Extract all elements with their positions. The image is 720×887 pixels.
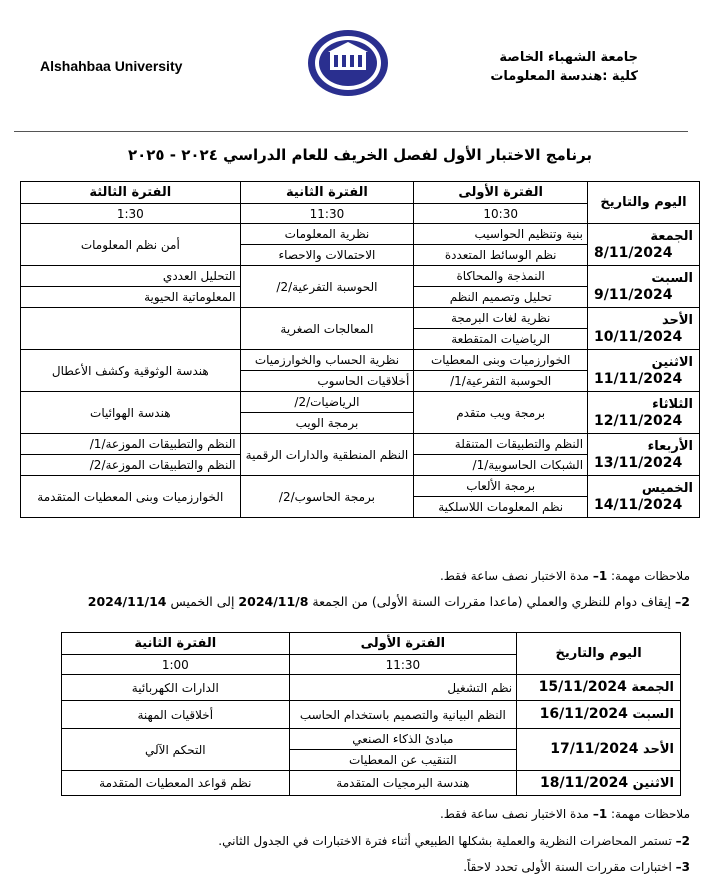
note-text: مدة الاختبار نصف ساعة فقط. — [439, 807, 589, 821]
note-number: 1– — [592, 569, 608, 583]
note-date-from: 2024/11/8 — [238, 594, 309, 609]
exam-schedule-table-1 — [20, 181, 700, 518]
exam-subject: نظم قواعد المعطيات المتقدمة — [62, 771, 290, 796]
exam-subject: النظم المنطقية والدارات الرقمية — [240, 434, 414, 476]
exam-subject: الخوارزميات وبنى المعطيات المتقدمة — [21, 476, 241, 518]
note-number: 2– — [675, 594, 690, 609]
day-date: 14/11/2024 — [594, 496, 683, 513]
note-number: 1– — [592, 807, 608, 821]
exam-subject: نظم المعلومات اللاسلكية — [414, 497, 588, 518]
notes-label: ملاحظات مهمة: — [611, 807, 690, 821]
day-cell — [588, 434, 700, 476]
university-logo — [306, 28, 390, 98]
exam-subject: النظم والتطبيقات الموزعة/2/ — [21, 455, 241, 476]
day-cell — [517, 771, 681, 796]
exam-subject: الخوارزميات وبنى المعطيات — [414, 350, 588, 371]
day-cell — [588, 224, 700, 266]
notes-2-line-2 — [218, 834, 690, 848]
header-period-2: الفترة الثانية — [62, 633, 290, 655]
note-text: تستمر المحاضرات النظرية والعملية بشكلها الطبيعي أثناء فترة الاختبارات في الجدول الثاني. — [218, 834, 672, 848]
exam-subject: الحوسبة التفرعية/2/ — [240, 266, 414, 308]
exam-subject: هندسة البرمجيات المتقدمة — [289, 771, 517, 796]
faculty-name: كلية :هندسة المعلومات — [490, 69, 638, 84]
university-name-ar: جامعة الشهباء الخاصة — [499, 50, 638, 65]
day-name: الأحد — [661, 312, 693, 328]
exam-subject: هندسة الوثوقية وكشف الأعطال — [21, 350, 241, 392]
exam-subject: النظم البيانية والتصميم باستخدام الحاسب — [289, 701, 517, 729]
day-date: 8/11/2024 — [594, 244, 673, 261]
notes-2-line-1 — [440, 807, 690, 821]
header-period-1: الفترة الأولى — [289, 633, 517, 655]
exam-subject: أخلاقيات المهنة — [62, 701, 290, 729]
day-date: 16/11/2024 — [539, 706, 628, 722]
day-name: السبت — [651, 270, 693, 286]
day-name: الأحد — [642, 742, 674, 757]
day-name: الأربعاء — [647, 438, 693, 454]
header-period-1: الفترة الأولى — [414, 182, 588, 204]
exam-subject: النظم والتطبيقات المتنقلة — [414, 434, 588, 455]
time-period-1: 10:30 — [414, 204, 588, 224]
exam-schedule-table-2 — [61, 632, 681, 796]
exam-subject: نظرية المعلومات — [240, 224, 414, 245]
exam-subject: برمجة الحاسوب/2/ — [240, 476, 414, 518]
exam-subject: أخلاقيات الحاسوب — [240, 371, 414, 392]
notes-1-line-1 — [440, 569, 690, 583]
exam-subject: النمذجة والمحاكاة — [414, 266, 588, 287]
note-text: اختبارات مقررات السنة الأولى تحدد لاحقاً. — [463, 860, 672, 874]
exam-subject: النظم والتطبيقات الموزعة/1/ — [21, 434, 241, 455]
exam-subject: التحكم الآلي — [62, 729, 290, 771]
exam-subject: برمجة الألعاب — [414, 476, 588, 497]
exam-subject: الشبكات الحاسوبية/1/ — [414, 455, 588, 476]
day-name: الجمعة — [650, 228, 693, 244]
day-cell — [588, 350, 700, 392]
day-name: الاثنين — [632, 775, 674, 791]
day-date: 11/11/2024 — [594, 370, 683, 387]
exam-subject: الاحتمالات والاحصاء — [240, 245, 414, 266]
time-period-3: 1:30 — [21, 204, 241, 224]
time-period-2: 1:00 — [62, 655, 290, 675]
header-period-2: الفترة الثانية — [240, 182, 414, 204]
exam-subject: نظم التشغيل — [289, 675, 517, 701]
time-period-1: 11:30 — [289, 655, 517, 675]
exam-subject: مبادئ الذكاء الصنعي — [289, 729, 517, 750]
day-date: 9/11/2024 — [594, 286, 673, 303]
exam-subject: الرياضيات المتقطعة — [414, 329, 588, 350]
time-period-2: 11:30 — [240, 204, 414, 224]
day-cell — [588, 308, 700, 350]
exam-subject: التحليل العددي — [21, 266, 241, 287]
header-rule — [14, 131, 688, 132]
day-date: 17/11/2024 — [550, 741, 639, 757]
exam-subject: برمجة ويب متقدم — [414, 392, 588, 434]
notes-label: ملاحظات مهمة: — [611, 569, 690, 583]
exam-subject: نظم الوسائط المتعددة — [414, 245, 588, 266]
notes-1-line-2 — [88, 594, 690, 609]
exam-subject: نظرية الحساب والخوارزميات — [240, 350, 414, 371]
day-date: 15/11/2024 — [538, 679, 627, 695]
exam-subject: المعلوماتية الحيوية — [21, 287, 241, 308]
exam-subject: أمن نظم المعلومات — [21, 224, 241, 266]
day-name: السبت — [632, 707, 674, 722]
day-date: 18/11/2024 — [539, 774, 629, 791]
header-period-3: الفترة الثالثة — [21, 182, 241, 204]
note-number: 3– — [675, 860, 690, 874]
day-date: 13/11/2024 — [594, 454, 683, 471]
note-text: إيقاف دوام للنظري والعملي (ماعدا مقررات السنة الأولى) من الجمعة — [312, 594, 672, 609]
day-date: 12/11/2024 — [594, 412, 683, 429]
header-day-date: اليوم والتاريخ — [517, 633, 681, 675]
day-date: 10/11/2024 — [594, 328, 683, 345]
day-name: الثلاثاء — [652, 396, 693, 412]
note-text: إلى الخميس — [170, 594, 235, 609]
university-name-en: Alshahbaa University — [40, 58, 183, 74]
day-cell — [517, 701, 681, 729]
day-name: الجمعة — [631, 680, 674, 695]
note-date-to: 2024/11/14 — [87, 594, 167, 609]
exam-subject: تحليل وتصميم النظم — [414, 287, 588, 308]
exam-subject: المعالجات الصغرية — [240, 308, 414, 350]
exam-subject: الدارات الكهربائية — [62, 675, 290, 701]
exam-subject: بنية وتنظيم الحواسيب — [414, 224, 588, 245]
day-name: الاثنين — [651, 354, 693, 370]
day-name: الخميس — [641, 480, 693, 496]
exam-subject: الرياضيات/2/ — [240, 392, 414, 413]
notes-2-line-3 — [463, 860, 690, 874]
note-text: مدة الاختبار نصف ساعة فقط. — [439, 569, 589, 583]
university-name-ar-block — [490, 48, 638, 86]
schedule-title: برنامج الاختبار الأول لفصل الخريف للعام الدراسي ٢٠٢٤ - ٢٠٢٥ — [127, 146, 593, 164]
note-number: 2– — [675, 834, 690, 848]
exam-subject: برمجة الويب — [240, 413, 414, 434]
day-cell — [517, 675, 681, 701]
exam-subject: التنقيب عن المعطيات — [289, 750, 517, 771]
day-cell — [588, 266, 700, 308]
exam-subject: هندسة الهوائيات — [21, 392, 241, 434]
exam-subject: الحوسبة التفرعية/1/ — [414, 371, 588, 392]
day-cell — [517, 729, 681, 771]
header-day-date: اليوم والتاريخ — [588, 182, 700, 224]
exam-subject: نظرية لغات البرمجة — [414, 308, 588, 329]
day-cell — [588, 392, 700, 434]
exam-subject — [21, 308, 241, 350]
day-cell — [588, 476, 700, 518]
